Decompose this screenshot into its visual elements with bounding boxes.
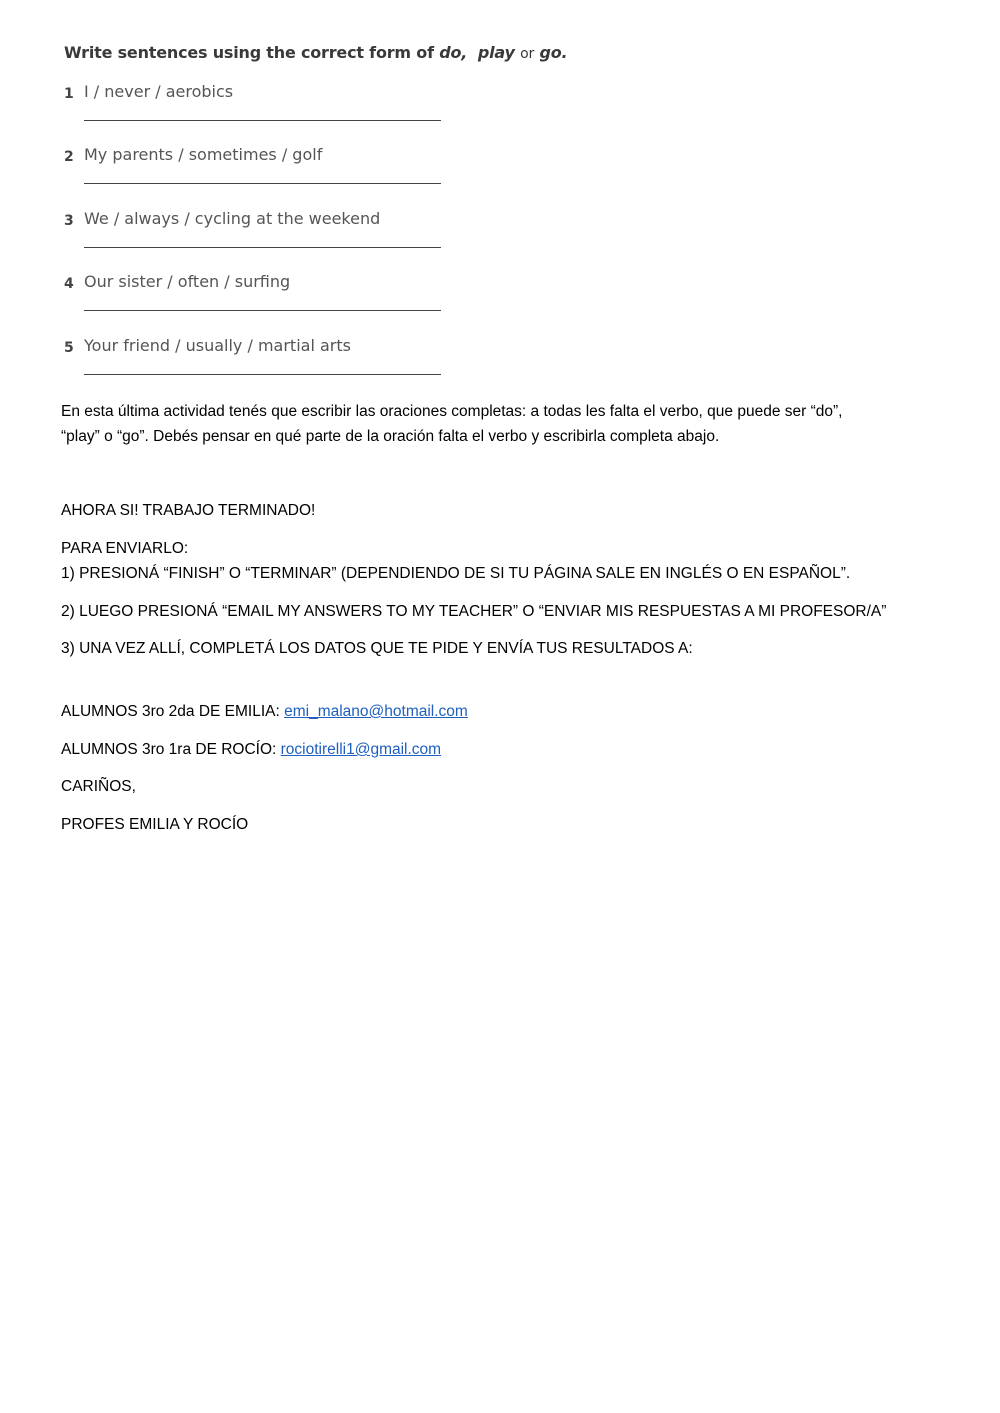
item-prompt: I / never / aerobics	[84, 82, 234, 101]
answer-line	[84, 183, 441, 184]
contact-rocio-label: ALUMNOS 3ro 1ra DE ROCÍO:	[61, 741, 281, 758]
instructions-paragraph	[61, 399, 941, 449]
title-prefix: Write sentences using the correct form of	[64, 43, 440, 62]
send-heading: PARA ENVIARLO:	[61, 540, 189, 557]
instructions-line-2: “play” o “go”. Debés pensar en qué parte de la oración falta el verbo y escribirla completa abajo.	[61, 428, 720, 445]
closing-greeting: CARIÑOS,	[61, 778, 136, 795]
email-link-rocio[interactable]: rociotirelli1@gmail.com	[280, 741, 442, 758]
verb-go: go.	[539, 43, 568, 62]
item-number: 5	[64, 340, 74, 356]
contact-emilia-label: ALUMNOS 3ro 2da DE EMILIA:	[61, 703, 285, 720]
exercise-title	[64, 42, 568, 65]
item-number: 4	[64, 276, 74, 292]
item-number: 2	[64, 149, 74, 165]
item-number: 1	[64, 86, 74, 102]
item-prompt: Our sister / often / surfing	[84, 272, 291, 291]
item-prompt: My parents / sometimes / golf	[84, 145, 323, 164]
email-link-emilia[interactable]: emi_malano@hotmail.com	[284, 703, 468, 720]
contact-emilia	[61, 699, 941, 724]
exercise-block	[64, 42, 568, 356]
item-number: 3	[64, 213, 74, 229]
answer-line	[84, 374, 441, 375]
answer-line	[84, 120, 441, 121]
verb-do: do,	[439, 43, 468, 62]
done-notice: AHORA SI! TRABAJO TERMINADO!	[61, 502, 316, 519]
title-or: or	[520, 46, 535, 62]
item-prompt: We / always / cycling at the weekend	[84, 209, 381, 228]
verb-play: play	[477, 43, 515, 62]
step-2: 2) LUEGO PRESIONÁ “EMAIL MY ANSWERS TO MY TEACHER” O “ENVIAR MIS RESPUESTAS A MI PROFESOR/A”	[61, 603, 887, 620]
closing-signature: PROFES EMILIA Y ROCÍO	[61, 816, 249, 833]
step-3: 3) UNA VEZ ALLÍ, COMPLETÁ LOS DATOS QUE TE PIDE Y ENVÍA TUS RESULTADOS A:	[61, 640, 693, 657]
answer-line	[84, 310, 441, 311]
step-1: 1) PRESIONÁ “FINISH” O “TERMINAR” (DEPENDIENDO DE SI TU PÁGINA SALE EN INGLÉS O EN ESPAÑOL”.	[61, 565, 851, 582]
send-steps	[61, 536, 941, 586]
instructions-line-1: En esta última actividad tenés que escribir las oraciones completas: a todas les falta el verbo, que puede ser “do”,	[61, 403, 843, 420]
item-prompt: Your friend / usually / martial arts	[84, 336, 351, 355]
contact-rocio	[61, 737, 941, 762]
answer-line	[84, 247, 441, 248]
